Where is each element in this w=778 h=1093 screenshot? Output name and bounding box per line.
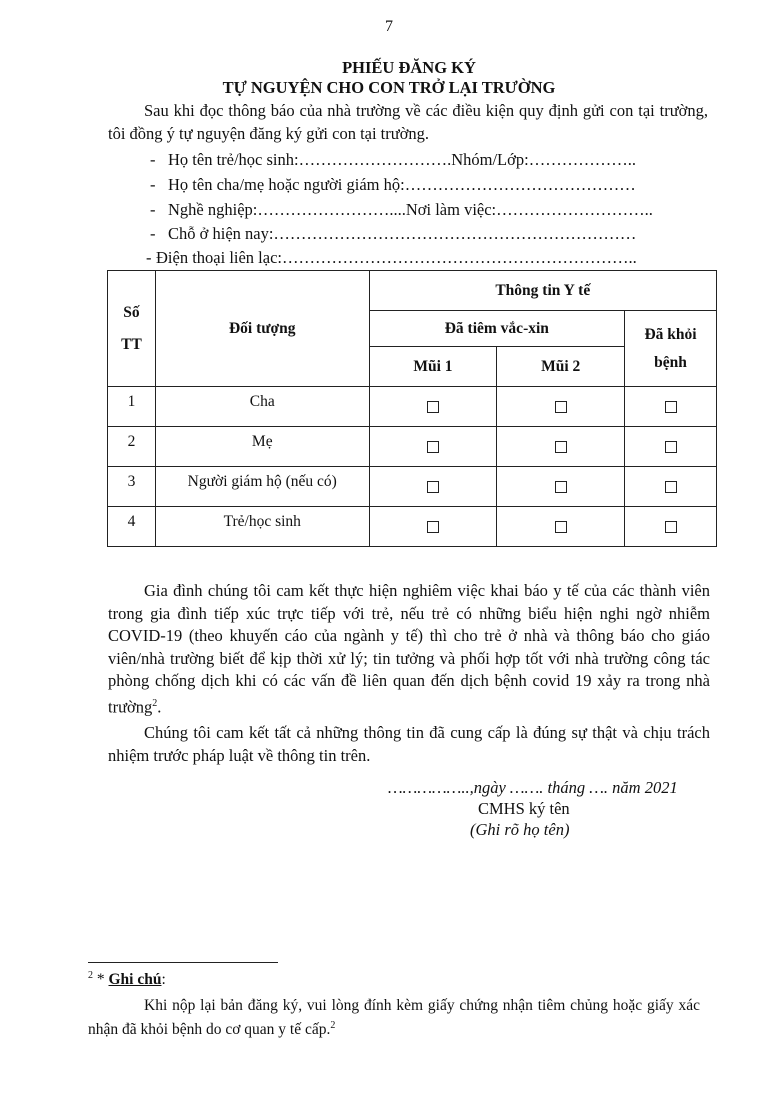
dose2-checkbox[interactable] [555,521,567,533]
signature-label: CMHS ký tên [478,799,570,818]
recovered-checkbox[interactable] [665,401,677,413]
signature-date: ……………..,ngày ……. tháng …. năm 2021 [388,778,678,797]
row-number: 4 [108,507,156,547]
table-row [108,387,717,427]
row-subject: Mẹ [155,427,369,467]
commitment-paragraph-2: Chúng tôi cam kết tất cả những thông tin đã cung cấp là đúng sự thật và chịu trách nhiệm trước pháp luật về thông tin trên. [108,723,710,765]
page-number: 7 [385,18,393,35]
row-number: 3 [108,467,156,507]
dose2-checkbox[interactable] [555,481,567,493]
field-address: - Chỗ ở hiện nay:………………………………………………………… [150,224,637,243]
dose2-checkbox[interactable] [555,441,567,453]
row-number: 1 [108,387,156,427]
header-recovered: Đã khỏi bệnh [625,311,717,387]
dose1-checkbox[interactable] [427,401,439,413]
form-title-line2: TỰ NGUYỆN CHO CON TRỞ LẠI TRƯỜNG [222,78,556,97]
header-stt: Số TT [108,271,156,387]
field-parent-name: - Họ tên cha/mẹ hoặc người giám hộ:…………………………………… [150,175,636,194]
field-student-name: - Họ tên trẻ/học sinh:……………………….Nhóm/Lớp:……………….. [150,150,636,169]
header-subject: Đối tượng [155,271,369,387]
row-subject: Trẻ/học sinh [155,507,369,547]
header-dose2: Mũi 2 [497,347,625,387]
dose1-checkbox[interactable] [427,521,439,533]
recovered-checkbox[interactable] [665,521,677,533]
field-phone: - Điện thoại liên lạc:……………………………………………………….. [146,248,637,267]
commitment-paragraph-1: Gia đình chúng tôi cam kết thực hiện nghiêm việc khai báo y tế của các thành viên trong gia đình tiếp xúc trực tiếp với trẻ, nếu trẻ có những biểu hiện nghi ngờ nhiễm COVID-19 (theo khuyến cáo của ngành y tế) thì cho trẻ ở nhà và thông báo cho giáo viên/nhà trường biết để kịp thời xử lý; tin tưởng và phối hợp tốt với nhà trường công tác phòng chống dịch khi có các vấn đề liên quan đến dịch bệnh covid 19 xảy ra trong nhà trường$^2$. [108,581,710,716]
footnote-heading: $^2$ * Ghi chú: [88,970,166,989]
dose2-checkbox[interactable] [555,401,567,413]
intro-paragraph: Sau khi đọc thông báo của nhà trường về các điều kiện quy định gửi con tại trường, tôi đồng ý tự nguyện đăng ký gửi con tại trường. [108,101,708,143]
form-title-line1: PHIẾU ĐĂNG KÝ [342,58,476,77]
table-row [108,427,717,467]
table-row [108,507,717,547]
field-occupation: - Nghề nghiệp:……………………....Nơi làm việc:……………………….. [150,200,653,219]
row-subject: Người giám hộ (nếu có) [155,467,369,507]
dose1-checkbox[interactable] [427,481,439,493]
row-number: 2 [108,427,156,467]
recovered-checkbox[interactable] [665,481,677,493]
row-subject: Cha [155,387,369,427]
footnote-text: Khi nộp lại bản đăng ký, vui lòng đính kèm giấy chứng nhận tiêm chủng hoặc giấy xác nhận đã khỏi bệnh do cơ quan y tế cấp.$^2$ [88,997,700,1039]
footnote-divider [88,962,278,963]
recovered-checkbox[interactable] [665,441,677,453]
table-row [108,467,717,507]
header-vaccinated: Đã tiêm vắc-xin [369,311,625,347]
dose1-checkbox[interactable] [427,441,439,453]
header-dose1: Mũi 1 [369,347,497,387]
signature-note: (Ghi rõ họ tên) [470,820,570,839]
header-medical-info: Thông tin Y tế [369,271,716,311]
medical-info-table [107,270,717,547]
